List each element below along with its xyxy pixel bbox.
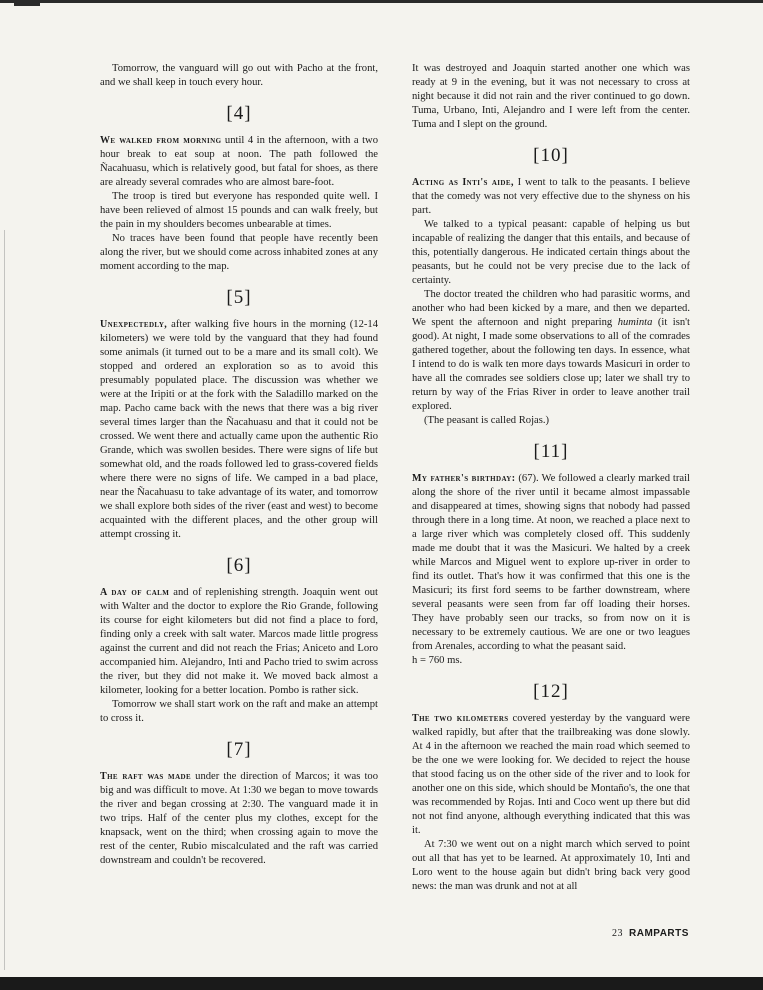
entry-heading-12: [12] <box>533 681 569 702</box>
entry-11-text-1: (67). We followed a clearly marked trail along the shore of the river until it became almost impassable and disappeared at times, showing signs that nobody had passed through there in a long time. At noon, we reached a place next to a large river which was completely closed off. This suddenly made me doubt that it was the Masicuri. We halted by a creek while Marcos and Miguel went to explore up-river in order to find its outlet. That's how it was confirmed that this one is the Masicuri; its first ford seems to be farther downstream, where several peasants were seen from far off loading their horses. They have probably seen our tracks, so from now on it is necessary to be extremely cautious. We are one or two leagues from Arenales, according to what the peasant said. <box>412 473 690 652</box>
page-number: 23 <box>612 928 623 939</box>
intro-paragraph: Tomorrow, the vanguard will go out with Pacho at the front, and we shall keep in touch every hour. <box>100 63 378 88</box>
entry-12-lead: The two kilometers <box>412 713 509 724</box>
entry-4-text-1: until 4 in the afternoon, with a two hour break to eat soup at noon. The path followed the Ñacahuasu, which is relatively good, but fatal for shoes, as there are already several comrades who are almost bare-foot. <box>100 135 378 188</box>
entry-10-italic-word: huminta <box>617 317 653 328</box>
entry-12-paragraph-2: At 7:30 we went out on a night march which served to point out all that has yet to be learned. At approximately 10, Inti and Loro went to the house again but didn't bring back very good news: the man was drunk and not at all <box>412 839 690 892</box>
entry-heading-6: [6] <box>226 555 252 576</box>
continued-paragraph: It was destroyed and Joaquin started another one which was ready at 9 in the evening, but it was not necessary to cross at night because it did not rain and the river continued to go down. Tuma, Urbano, Inti, Alejandro and I were left from the center. Tuma and I slept on the ground. <box>412 63 690 130</box>
entry-10-text-3b: (it isn't good). At night, I made some observations to all of the comrades gathered together, about the following ten days. In essence, what I intend to do is walk ten more days towards Masicuri in order to have all the comrades see soldiers close up; later we shall try to return by way of the Frias River in order to leave another trail explored. <box>412 317 690 412</box>
top-rule-tick <box>14 3 40 6</box>
entry-7-text-1: under the direction of Marcos; it was too big and was difficult to move. At 1:30 we began to move towards the river and began crossing at 2:30. The vanguard made it in two trips. Half of the center plus my clothes, except for the knapsack, went on the third; when crossing again to move the rest of the center, Rubio miscalculated and the raft was carried downstream and couldn't be recovered. <box>100 771 379 866</box>
entry-heading-4: [4] <box>226 103 252 124</box>
entry-6-lead: A day of calm <box>100 587 170 598</box>
top-rule <box>0 0 763 3</box>
entry-6-paragraph-1 <box>100 586 378 698</box>
right-column <box>412 62 690 894</box>
entry-4-paragraph-2: The troop is tired but everyone has responded quite well. I have been relieved of almost 15 pounds and can walk freely, but the pain in my shoulders becomes unbearable at times. <box>100 191 378 230</box>
entry-4-paragraph-1 <box>100 134 378 190</box>
entry-heading-10: [10] <box>533 145 569 166</box>
bottom-border <box>0 977 763 990</box>
entry-7-paragraph-1 <box>100 770 378 868</box>
entry-6-text-1: and of replenishing strength. Joaquin went out with Walter and the doctor to explore the Rio Grande, following its course for eight kilometers but did not find a place to ford, finding only a creek with salt water. Marcos made little progress against the current and did not reach the Frias; Aniceto and Loro accompanied him. Alejandro, Inti and Pacho tried to swim across the river, but they did not make it. We moved back almost a kilometer, looking for a better location. Pombo is rather sick. <box>100 587 378 696</box>
entry-10-text-3a: The doctor treated the children who had parasitic worms, and another who had been kicked by a mare, and then we departed. We spent the afternoon and night preparing <box>412 289 690 328</box>
entry-10-lead: Acting as Inti's aide, <box>412 177 514 188</box>
entry-10-text-1: I went to talk to the peasants. I believe that the comedy was not very effective due to the shyness on his part. <box>412 177 690 216</box>
entry-11-lead: My father's birthday: <box>412 473 516 484</box>
publication-name: RAMPARTS <box>629 928 689 939</box>
entry-4-lead: We walked from morning <box>100 135 222 146</box>
entry-5-lead: Unexpectedly, <box>100 319 168 330</box>
entry-10-paragraph-2: We talked to a typical peasant: capable of helping us but incapable of realizing the danger that this entails, and because of this, potentially dangerous. He indicated certain things about the peasants, but he could not be very precise due to the lack of certainty. <box>412 219 690 286</box>
entry-5-text-1: after walking five hours in the morning (12-14 kilometers) we were told by the vanguard that they had found some animals (it turned out to be a mare and its small colt). We stopped and ordered an exploration so as to avoid this presumably populated place. The discussion was whether we were at the Iripiti or at the fork with the Saladillo marked on the map. Pacho came back with the news that there was a big river several times larger than the Ñacahuasu and that it could not be crossed. We went there and actually came upon the authentic Rio Grande, which was swollen besides. There were signs of life but somewhat old, and the roads followed led to grass-covered fields where there were no signs of life. We camped in a bad place, near the Ñacahuasu to take advantage of its water, and tomorrow we shall explore both sides of the river (east and west) to become acquainted with the different places, and the other group will attempt crossing it. <box>100 319 378 540</box>
entry-10-paragraph-3 <box>412 288 690 414</box>
entry-11-altitude: h = 760 ms. <box>412 655 463 666</box>
entry-heading-7: [7] <box>226 739 252 760</box>
page-footer <box>612 928 689 939</box>
entry-10-paragraph-4: (The peasant is called Rojas.) <box>424 415 550 426</box>
left-column <box>100 62 378 868</box>
entry-11-paragraph-1 <box>412 472 690 654</box>
entry-4-paragraph-3: No traces have been found that people have recently been along the river, but we should come across inhabited zones at any moment according to the map. <box>100 233 378 272</box>
entry-12-paragraph-1 <box>412 712 690 838</box>
entry-heading-5: [5] <box>226 287 252 308</box>
scan-edge-line <box>4 230 5 970</box>
entry-7-lead: The raft was made <box>100 771 192 782</box>
entry-5-paragraph-1 <box>100 318 378 542</box>
entry-heading-11: [11] <box>533 441 569 462</box>
entry-10-paragraph-1 <box>412 176 690 218</box>
entry-12-text-1: covered yesterday by the vanguard were walked rapidly, but after that the trailbreaking was done slowly. At 4 in the afternoon we reached the main road which seemed to be the one we were looking for. We decided to reject the house that stood facing us on the other side of the river and to look for another one on this side, which should be Montaño's, the one that was recommended by Rojas. Inti and Coco went up there but did not not find anyone, although everything indicated that this was it. <box>412 713 690 836</box>
entry-6-paragraph-2: Tomorrow we shall start work on the raft and make an attempt to cross it. <box>100 699 378 724</box>
